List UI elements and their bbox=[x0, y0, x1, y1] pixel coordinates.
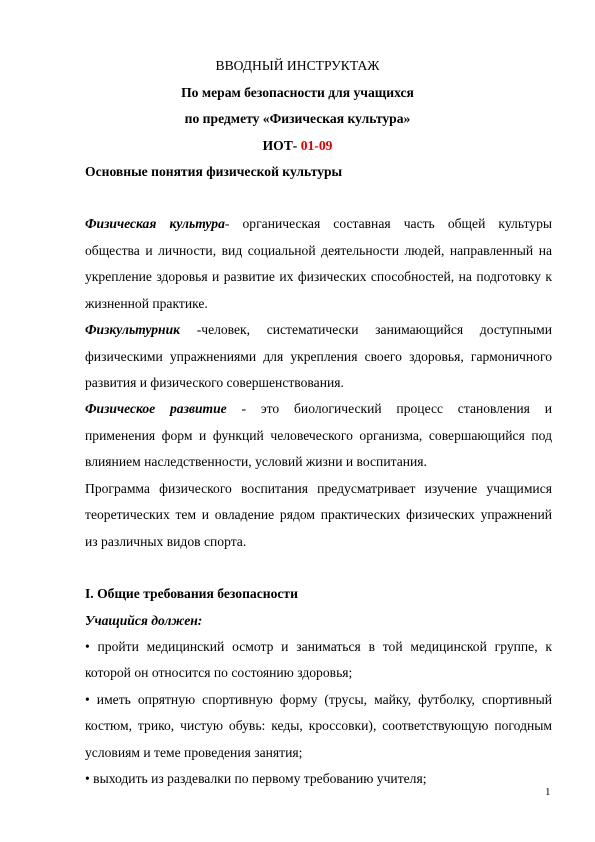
definition-text: -человек, систематически занимающийся доступными bbox=[196, 322, 552, 337]
requirement-2-line3: условиям и теме проведения занятия; bbox=[85, 745, 303, 760]
definition-fk-line3: укрепление здоровья и развитие их физических способностей, на подготовку к bbox=[85, 269, 552, 284]
requirement-1-line2: которой он относится по состоянию здоровья; bbox=[85, 665, 353, 680]
page-number: 1 bbox=[545, 786, 551, 798]
definition-fk-line1 bbox=[85, 216, 552, 232]
document-subject: по предмету «Физическая культура» bbox=[184, 111, 411, 126]
definition-fz-line3: развития и физического совершенствования. bbox=[85, 375, 344, 390]
program-line2: теоретических тем и овладение рядом практических физических упражнений bbox=[85, 507, 552, 522]
section-heading-general: I. Общие требования безопасности bbox=[85, 586, 298, 601]
section-subheading: Учащийся должен: bbox=[85, 613, 203, 628]
definition-fr-line2: применения форм и функций человеческого организма, совершающийся под bbox=[85, 428, 552, 443]
section-heading-basics: Основные понятия физической культуры bbox=[85, 164, 343, 179]
definition-text: - органическая составная часть общей культуры bbox=[224, 216, 552, 231]
instruction-code-prefix: ИОТ- bbox=[262, 138, 298, 153]
instruction-code-number: 01-09 bbox=[297, 138, 333, 153]
definition-text: - это биологический процесс становления и bbox=[241, 401, 552, 416]
requirement-1-line1: • пройти медицинский осмотр и заниматься в той медицинской группе, к bbox=[85, 639, 552, 654]
definition-fz-line1 bbox=[85, 322, 552, 338]
document-title: ВВОДНЫЙ ИНСТРУКТАЖ bbox=[215, 58, 380, 73]
definition-fr-line3: влиянием наследственности, условий жизни и воспитания. bbox=[85, 454, 427, 469]
requirement-2-line2: костюм, трико, чистую обувь: кеды, кроссовки), соответствующую погодным bbox=[85, 718, 552, 733]
definition-fk-line4: жизненной практике. bbox=[85, 296, 208, 311]
requirement-3-line1: • выходить из раздевалки по первому требованию учителя; bbox=[85, 771, 427, 786]
definition-fr-line1 bbox=[85, 401, 552, 417]
definition-fk-line2: общества и личности, вид социальной деятельности людей, направленный на bbox=[85, 243, 552, 258]
definition-fz-line2: физическими упражнениями для укрепления своего здоровья, гармоничного bbox=[85, 349, 552, 364]
requirement-2-line1: • иметь опрятную спортивную форму (трусы, майку, футболку, спортивный bbox=[85, 692, 552, 707]
instruction-code bbox=[0, 138, 595, 154]
definition-term: Физическая культура bbox=[85, 216, 225, 231]
program-line1: Программа физического воспитания предусматривает изучение учащимися bbox=[85, 481, 552, 496]
definition-term: Физическое развитие bbox=[85, 401, 227, 416]
definition-term: Физкультурник bbox=[85, 322, 181, 337]
program-line3: из различных видов спорта. bbox=[85, 534, 247, 549]
document-subtitle: По мерам безопасности для учащихся bbox=[181, 85, 414, 100]
